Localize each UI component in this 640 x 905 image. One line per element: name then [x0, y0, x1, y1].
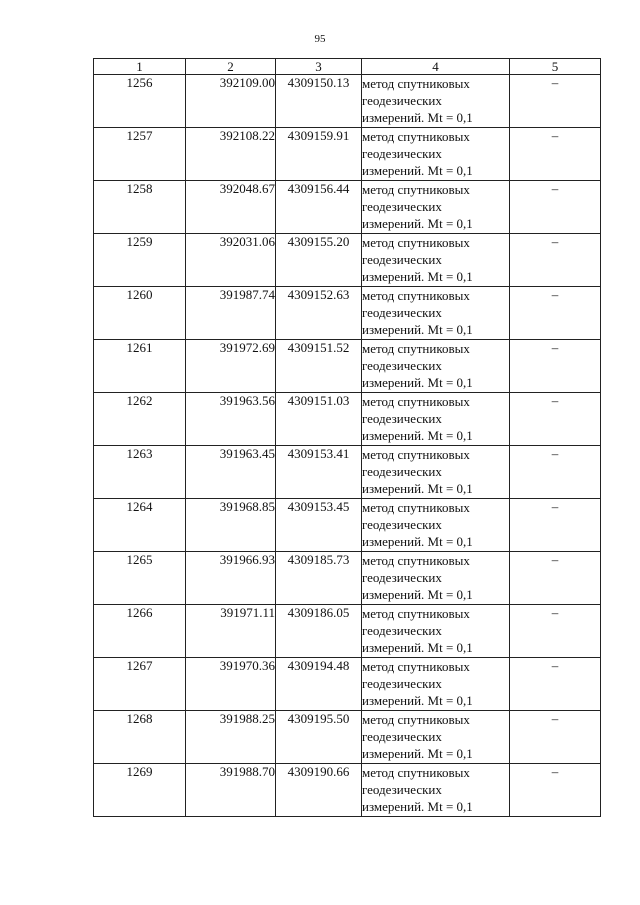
y-coordinate-cell: 4309186.05	[276, 605, 362, 658]
table-row	[94, 446, 601, 499]
point-number-cell: 1257	[94, 128, 186, 181]
method-line-3: измерений. Mt = 0,1	[362, 799, 473, 814]
method-line-3: измерений. Mt = 0,1	[362, 322, 473, 337]
point-number-cell: 1258	[94, 181, 186, 234]
point-number-cell: 1264	[94, 499, 186, 552]
table-row	[94, 234, 601, 287]
y-coordinate-cell: 4309153.45	[276, 499, 362, 552]
coordinates-table	[93, 58, 601, 817]
header-row	[94, 59, 601, 75]
method-cell	[362, 234, 510, 287]
x-coordinate-cell: 391971.11	[186, 605, 276, 658]
method-line-3: измерений. Mt = 0,1	[362, 587, 473, 602]
y-coordinate-cell: 4309195.50	[276, 711, 362, 764]
x-coordinate-cell: 391968.85	[186, 499, 276, 552]
point-number-cell: 1266	[94, 605, 186, 658]
method-line-2: геодезических	[362, 464, 442, 479]
method-line-2: геодезических	[362, 358, 442, 373]
y-coordinate-cell: 4309151.03	[276, 393, 362, 446]
method-cell	[362, 764, 510, 817]
method-cell	[362, 711, 510, 764]
method-line-2: геодезических	[362, 517, 442, 532]
table-row	[94, 552, 601, 605]
point-number-cell: 1256	[94, 75, 186, 128]
method-line-2: геодезических	[362, 305, 442, 320]
point-number-cell: 1263	[94, 446, 186, 499]
col5-cell: –	[510, 711, 601, 764]
point-number-cell: 1265	[94, 552, 186, 605]
method-line-2: геодезических	[362, 676, 442, 691]
table-row	[94, 393, 601, 446]
method-line-2: геодезических	[362, 199, 442, 214]
x-coordinate-cell: 392109.00	[186, 75, 276, 128]
col5-cell: –	[510, 764, 601, 817]
y-coordinate-cell: 4309194.48	[276, 658, 362, 711]
x-coordinate-cell: 392108.22	[186, 128, 276, 181]
point-number-cell: 1262	[94, 393, 186, 446]
method-line-2: геодезических	[362, 146, 442, 161]
y-coordinate-cell: 4309150.13	[276, 75, 362, 128]
table-row	[94, 764, 601, 817]
table-row	[94, 711, 601, 764]
table-row	[94, 75, 601, 128]
table-body	[94, 75, 601, 817]
method-line-1: метод спутниковых	[362, 712, 470, 727]
method-line-3: измерений. Mt = 0,1	[362, 640, 473, 655]
method-line-3: измерений. Mt = 0,1	[362, 428, 473, 443]
header-col-2: 2	[186, 59, 276, 75]
page-number: 95	[314, 33, 326, 45]
method-line-1: метод спутниковых	[362, 76, 470, 91]
method-cell	[362, 181, 510, 234]
method-line-1: метод спутниковых	[362, 553, 470, 568]
y-coordinate-cell: 4309151.52	[276, 340, 362, 393]
method-line-2: геодезических	[362, 729, 442, 744]
method-line-1: метод спутниковых	[362, 341, 470, 356]
method-cell	[362, 128, 510, 181]
col5-cell: –	[510, 499, 601, 552]
header-col-3: 3	[276, 59, 362, 75]
x-coordinate-cell: 391963.56	[186, 393, 276, 446]
point-number-cell: 1267	[94, 658, 186, 711]
y-coordinate-cell: 4309153.41	[276, 446, 362, 499]
method-cell	[362, 552, 510, 605]
method-line-1: метод спутниковых	[362, 659, 470, 674]
point-number-cell: 1269	[94, 764, 186, 817]
method-line-1: метод спутниковых	[362, 129, 470, 144]
table-row	[94, 128, 601, 181]
col5-cell: –	[510, 658, 601, 711]
col5-cell: –	[510, 446, 601, 499]
method-cell	[362, 446, 510, 499]
method-line-2: геодезических	[362, 93, 442, 108]
y-coordinate-cell: 4309152.63	[276, 287, 362, 340]
method-line-3: измерений. Mt = 0,1	[362, 110, 473, 125]
table-row	[94, 340, 601, 393]
method-line-3: измерений. Mt = 0,1	[362, 481, 473, 496]
table-row	[94, 287, 601, 340]
x-coordinate-cell: 392031.06	[186, 234, 276, 287]
x-coordinate-cell: 391966.93	[186, 552, 276, 605]
method-line-1: метод спутниковых	[362, 500, 470, 515]
header-col-1: 1	[94, 59, 186, 75]
x-coordinate-cell: 391963.45	[186, 446, 276, 499]
method-cell	[362, 75, 510, 128]
method-line-3: измерений. Mt = 0,1	[362, 693, 473, 708]
method-line-1: метод спутниковых	[362, 235, 470, 250]
col5-cell: –	[510, 340, 601, 393]
method-line-3: измерений. Mt = 0,1	[362, 534, 473, 549]
point-number-cell: 1261	[94, 340, 186, 393]
x-coordinate-cell: 391988.25	[186, 711, 276, 764]
method-cell	[362, 340, 510, 393]
method-line-3: измерений. Mt = 0,1	[362, 163, 473, 178]
x-coordinate-cell: 391970.36	[186, 658, 276, 711]
method-line-3: измерений. Mt = 0,1	[362, 375, 473, 390]
point-number-cell: 1260	[94, 287, 186, 340]
point-number-cell: 1259	[94, 234, 186, 287]
method-line-2: геодезических	[362, 252, 442, 267]
method-line-1: метод спутниковых	[362, 606, 470, 621]
method-line-3: измерений. Mt = 0,1	[362, 269, 473, 284]
col5-cell: –	[510, 393, 601, 446]
y-coordinate-cell: 4309159.91	[276, 128, 362, 181]
method-line-3: измерений. Mt = 0,1	[362, 216, 473, 231]
point-number-cell: 1268	[94, 711, 186, 764]
y-coordinate-cell: 4309155.20	[276, 234, 362, 287]
method-cell	[362, 658, 510, 711]
x-coordinate-cell: 392048.67	[186, 181, 276, 234]
col5-cell: –	[510, 181, 601, 234]
y-coordinate-cell: 4309190.66	[276, 764, 362, 817]
method-line-1: метод спутниковых	[362, 182, 470, 197]
method-cell	[362, 499, 510, 552]
header-col-5: 5	[510, 59, 601, 75]
header-col-4: 4	[362, 59, 510, 75]
method-line-2: геодезических	[362, 411, 442, 426]
x-coordinate-cell: 391988.70	[186, 764, 276, 817]
col5-cell: –	[510, 552, 601, 605]
method-line-2: геодезических	[362, 570, 442, 585]
method-line-1: метод спутниковых	[362, 394, 470, 409]
x-coordinate-cell: 391987.74	[186, 287, 276, 340]
table-row	[94, 605, 601, 658]
x-coordinate-cell: 391972.69	[186, 340, 276, 393]
method-line-1: метод спутниковых	[362, 447, 470, 462]
method-cell	[362, 605, 510, 658]
table-row	[94, 181, 601, 234]
y-coordinate-cell: 4309156.44	[276, 181, 362, 234]
col5-cell: –	[510, 128, 601, 181]
method-line-2: геодезических	[362, 623, 442, 638]
method-line-2: геодезических	[362, 782, 442, 797]
method-line-1: метод спутниковых	[362, 765, 470, 780]
col5-cell: –	[510, 287, 601, 340]
y-coordinate-cell: 4309185.73	[276, 552, 362, 605]
table-row	[94, 499, 601, 552]
table-header	[94, 59, 601, 75]
col5-cell: –	[510, 234, 601, 287]
col5-cell: –	[510, 605, 601, 658]
method-cell	[362, 393, 510, 446]
table-row	[94, 658, 601, 711]
col5-cell: –	[510, 75, 601, 128]
method-line-1: метод спутниковых	[362, 288, 470, 303]
method-line-3: измерений. Mt = 0,1	[362, 746, 473, 761]
method-cell	[362, 287, 510, 340]
